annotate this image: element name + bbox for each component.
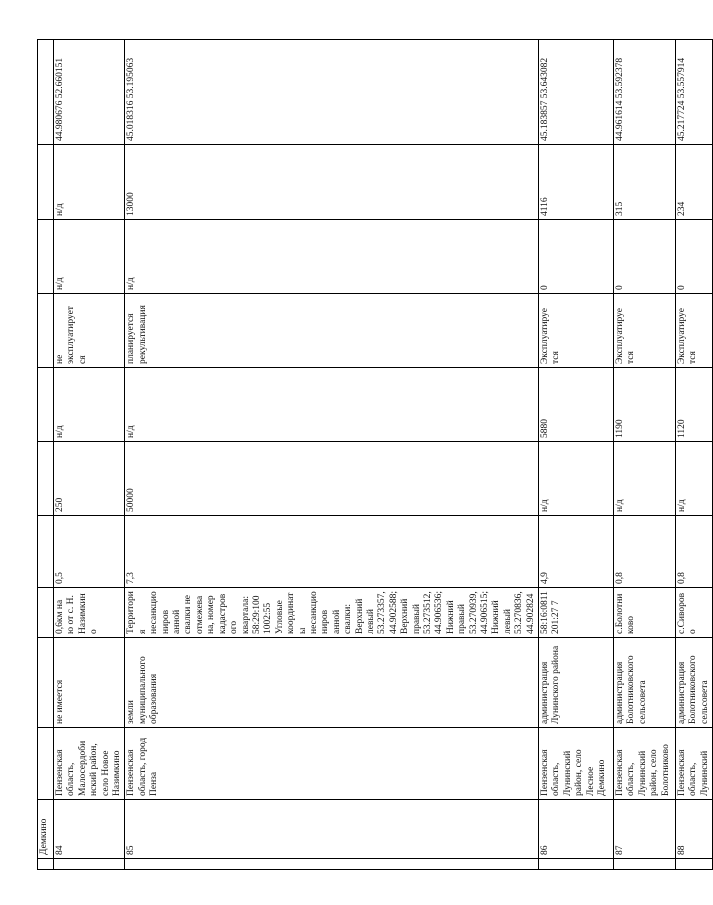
row-number: 87 [614, 800, 676, 859]
coordinates-cell: 45.018316 53.195063 [125, 40, 539, 145]
value-cell: 13000 [125, 145, 539, 220]
row-number: 84 [54, 800, 125, 859]
table-cell [539, 859, 614, 870]
status-cell: Эксплуатируе тся [539, 294, 614, 368]
table-cell [38, 638, 54, 728]
place-cell: 0,6км на ю от с. Н. Назимкино [54, 588, 125, 638]
location-cell: Пензенская область, Лунинский район, село Болотниково [614, 728, 676, 800]
area-cell: 4,9 [539, 516, 614, 588]
table-cell [38, 442, 54, 516]
table-cell [38, 145, 54, 220]
table-cell [38, 728, 54, 800]
table-cell [54, 859, 125, 870]
value-cell: 4116 [539, 145, 614, 220]
table-cell [38, 220, 54, 294]
location-cell: Пензенская область, Лунинский район, село Лесное Демкино [539, 728, 614, 800]
value-cell: 0 [614, 220, 676, 294]
status-cell: планируется рекультивация [125, 294, 539, 368]
table-row [54, 40, 125, 870]
owner-cell: земли муниципального образования [125, 638, 539, 728]
area-cell: 0,8 [676, 516, 713, 588]
place-cell: Территория несанкциониров анной свалки не отмежевана, номер кадастрового квартала: 58:29:1001002:55 Угловые координаты несанкциониров анной свалки: Верхний левый 53.273357, 44.902588; Верхний правый 53.273512, 44.906536; Нижний правый 53.270939, 44.906515; Нижний левый 53.270836, 44.902824 [125, 588, 539, 638]
area-cell: 7,3 [125, 516, 539, 588]
table-row [676, 40, 713, 870]
location-cell: Пензенская область, Лунинский [676, 728, 713, 800]
value-cell: 5880 [539, 368, 614, 442]
table-cell [125, 859, 539, 870]
status-cell: Эксплуатируе тся [614, 294, 676, 368]
value-cell: 0 [539, 220, 614, 294]
value-cell: н/д [54, 220, 125, 294]
row-number: 85 [125, 800, 539, 859]
value-cell: н/д [125, 368, 539, 442]
table-cell [38, 588, 54, 638]
owner-cell: не имеется [54, 638, 125, 728]
volume-cell: н/д [614, 442, 676, 516]
table-row [125, 40, 539, 870]
value-cell: 234 [676, 145, 713, 220]
table-cell [38, 294, 54, 368]
owner-cell: администрация Болотниковского сельсовета [676, 638, 713, 728]
area-cell: 0,5 [54, 516, 125, 588]
table-cell [38, 40, 54, 145]
table-row [539, 40, 614, 870]
table-cell [38, 859, 54, 870]
status-cell: Эксплуатируе тся [676, 294, 713, 368]
table-row [614, 40, 676, 870]
table-cell [676, 859, 713, 870]
value-cell: н/д [54, 145, 125, 220]
owner-cell: администрация Лунинского района [539, 638, 614, 728]
coordinates-cell: 44.980676 52.660151 [54, 40, 125, 145]
value-cell: н/д [54, 368, 125, 442]
volume-cell: н/д [676, 442, 713, 516]
value-cell: 1120 [676, 368, 713, 442]
location-cell: Пензенская область, город Пенза [125, 728, 539, 800]
table-cell [38, 368, 54, 442]
place-cell: с.Болотниково [614, 588, 676, 638]
volume-cell: 50000 [125, 442, 539, 516]
table-row [38, 40, 54, 870]
table-cell: Демкино [38, 800, 54, 859]
row-number: 86 [539, 800, 614, 859]
place-cell: с.Сиворово [676, 588, 713, 638]
landfill-register-table [37, 39, 713, 870]
location-cell: Пензенская область, Малосердоби нский район, село Новое Назимкино [54, 728, 125, 800]
owner-cell: администрация Болотниковского сельсовета [614, 638, 676, 728]
value-cell: 0 [676, 220, 713, 294]
status-cell: не эксплуатирует ся [54, 294, 125, 368]
value-cell: 315 [614, 145, 676, 220]
coordinates-cell: 45.217724 53.557914 [676, 40, 713, 145]
table-cell [38, 516, 54, 588]
value-cell: н/д [125, 220, 539, 294]
table-cell [614, 859, 676, 870]
volume-cell: н/д [539, 442, 614, 516]
area-cell: 0,8 [614, 516, 676, 588]
value-cell: 1190 [614, 368, 676, 442]
coordinates-cell: 44.961614 53.592378 [614, 40, 676, 145]
rotated-table-page [37, 40, 710, 870]
place-cell: 58:16:0811201:27 7 [539, 588, 614, 638]
row-number: 88 [676, 800, 713, 859]
volume-cell: 250 [54, 442, 125, 516]
coordinates-cell: 45.183857 53.643082 [539, 40, 614, 145]
